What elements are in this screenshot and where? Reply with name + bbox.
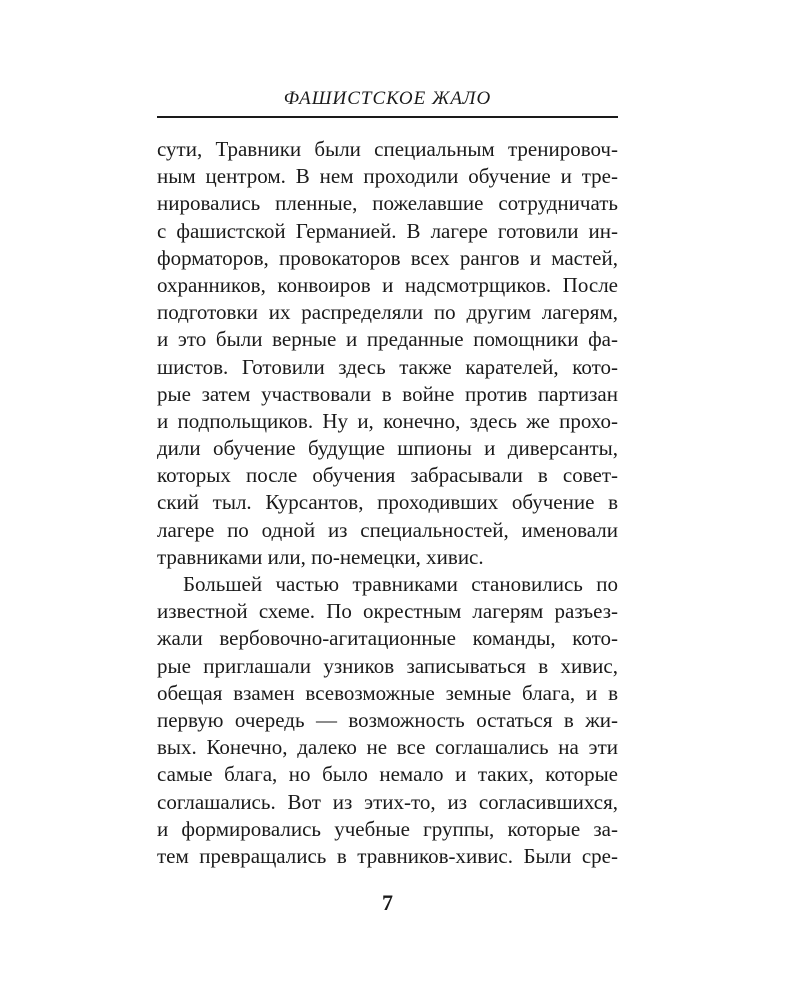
text-line: рые приглашали узников записываться в хивис, [157, 653, 618, 678]
text-line: подготовки их распределяли по другим лагерям, [157, 300, 618, 325]
text-line: сути, Травники были специальным тренировоч- [157, 137, 618, 161]
text-line: самые блага, но было немало и таких, которые [157, 762, 618, 787]
text-line: жали вербовочно-агитационные команды, кото- [157, 626, 618, 651]
text-line: известной схеме. По окрестным лагерям разъез- [157, 599, 618, 624]
text-line: форматоров, провокаторов всех рангов и мастей, [157, 245, 618, 270]
text-line: рые затем участвовали в войне против партизан [157, 381, 618, 406]
text-line: обещая взамен всевозможные земные блага, и в [157, 680, 618, 705]
text-line: ский тыл. Курсантов, проходивших обучение в [157, 490, 618, 515]
text-line: которых после обучения забрасывали в совет- [157, 463, 618, 488]
body-text [157, 136, 618, 870]
text-line: шистов. Готовили здесь также карателей, кото- [157, 354, 618, 379]
text-line: и подпольщиков. Ну и, конечно, здесь же прохо- [157, 408, 618, 433]
running-header: ФАШИСТСКОЕ ЖАЛО [283, 88, 492, 109]
text-line: с фашистской Германией. В лагере готовили ин- [157, 218, 618, 243]
text-line: и формировались учебные группы, которые за- [157, 816, 618, 841]
page-number: 7 [382, 890, 393, 915]
text-line: тем превращались в травников-хивис. Были сре- [157, 843, 618, 868]
text-line: первую очередь — возможность остаться в жи- [157, 707, 618, 732]
text-line: лагере по одной из специальностей, именовали [157, 517, 618, 542]
text-line: ным центром. В нем проходили обучение и тре- [157, 164, 618, 189]
text-line: вых. Конечно, далеко не все соглашались на эти [157, 735, 618, 760]
text-line: дили обучение будущие шпионы и диверсанты, [157, 436, 618, 461]
header-rule [157, 116, 618, 118]
text-line: соглашались. Вот из этих-то, из согласившихся, [157, 789, 618, 814]
paragraph-start-line: Большей частью травниками становились по [183, 572, 618, 596]
text-line: и это были верные и преданные помощники фа- [157, 327, 618, 352]
text-line: нировались пленные, пожелавшие сотрудничать [157, 191, 618, 216]
text-line: охранников, конвоиров и надсмотрщиков. После [157, 272, 618, 297]
paragraph-end-line: травниками или, по-немецки, хивис. [157, 544, 484, 569]
